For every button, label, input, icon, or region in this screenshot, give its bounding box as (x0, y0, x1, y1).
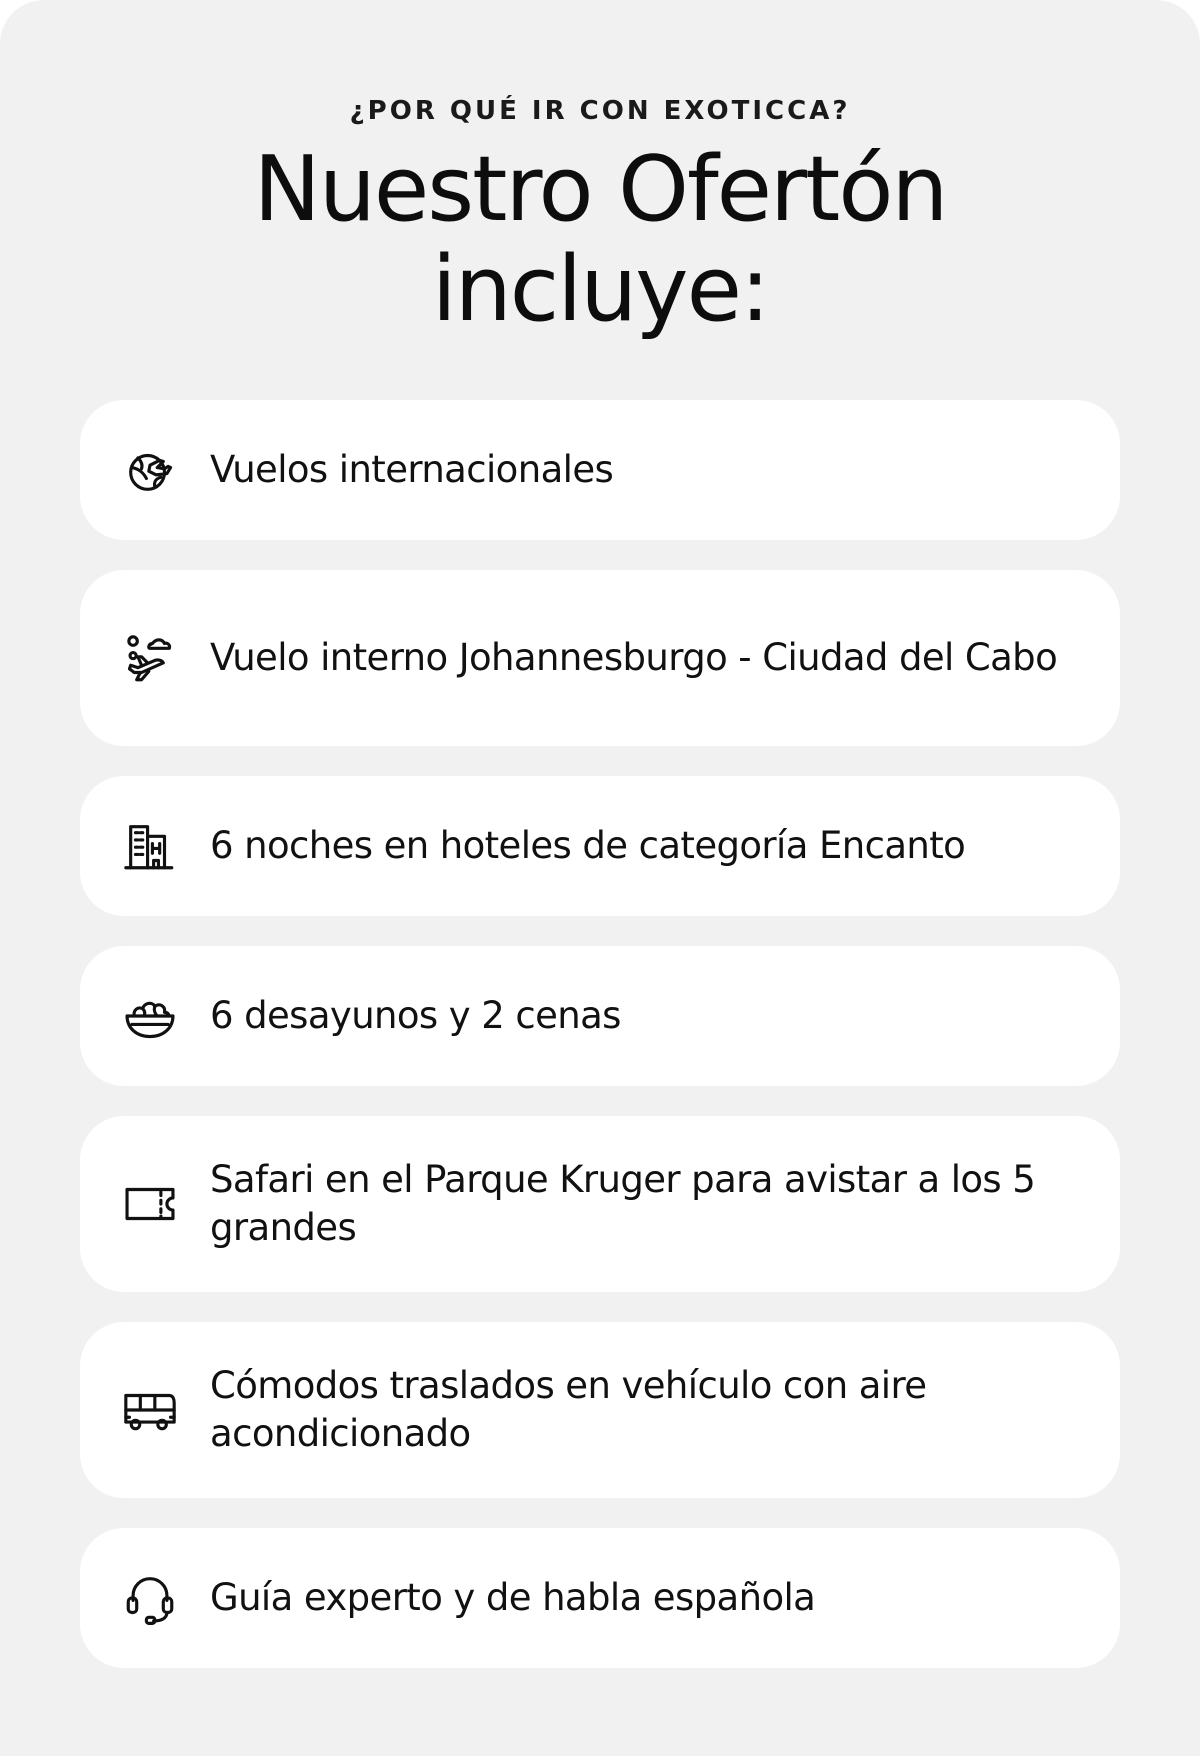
plane-route-icon (120, 628, 180, 688)
food-bowl-icon (120, 986, 180, 1046)
item-label: Vuelos internacionales (210, 448, 614, 491)
included-items-list (80, 400, 1120, 1668)
list-item-transfers (80, 1322, 1120, 1498)
item-label: 6 desayunos y 2 cenas (210, 994, 621, 1037)
bus-icon (120, 1380, 180, 1440)
list-item-hotel-nights (80, 776, 1120, 916)
section-eyebrow: ¿POR QUÉ IR CON EXOTICCA? (349, 96, 851, 126)
hotel-building-icon (120, 816, 180, 876)
ticket-icon (120, 1174, 180, 1234)
page-title-line-1: Nuestro Ofertón (253, 137, 947, 242)
item-label: Cómodos traslados en vehículo con aire acondicionado (210, 1364, 927, 1455)
item-label: Vuelo interno Johannesburgo - Ciudad del Cabo (210, 636, 1058, 679)
globe-plane-icon (120, 440, 180, 500)
list-item-meals (80, 946, 1120, 1086)
item-label: Guía experto y de habla española (210, 1576, 816, 1619)
headset-icon (120, 1568, 180, 1628)
list-item-international-flights (80, 400, 1120, 540)
list-item-safari (80, 1116, 1120, 1292)
item-label: Safari en el Parque Kruger para avistar a los 5 grandes (210, 1158, 1036, 1249)
list-item-internal-flight (80, 570, 1120, 746)
list-item-guide (80, 1528, 1120, 1668)
page-title-line-2: incluye: (431, 237, 769, 342)
item-label: 6 noches en hoteles de categoría Encanto (210, 824, 966, 867)
page-title (0, 137, 1200, 342)
